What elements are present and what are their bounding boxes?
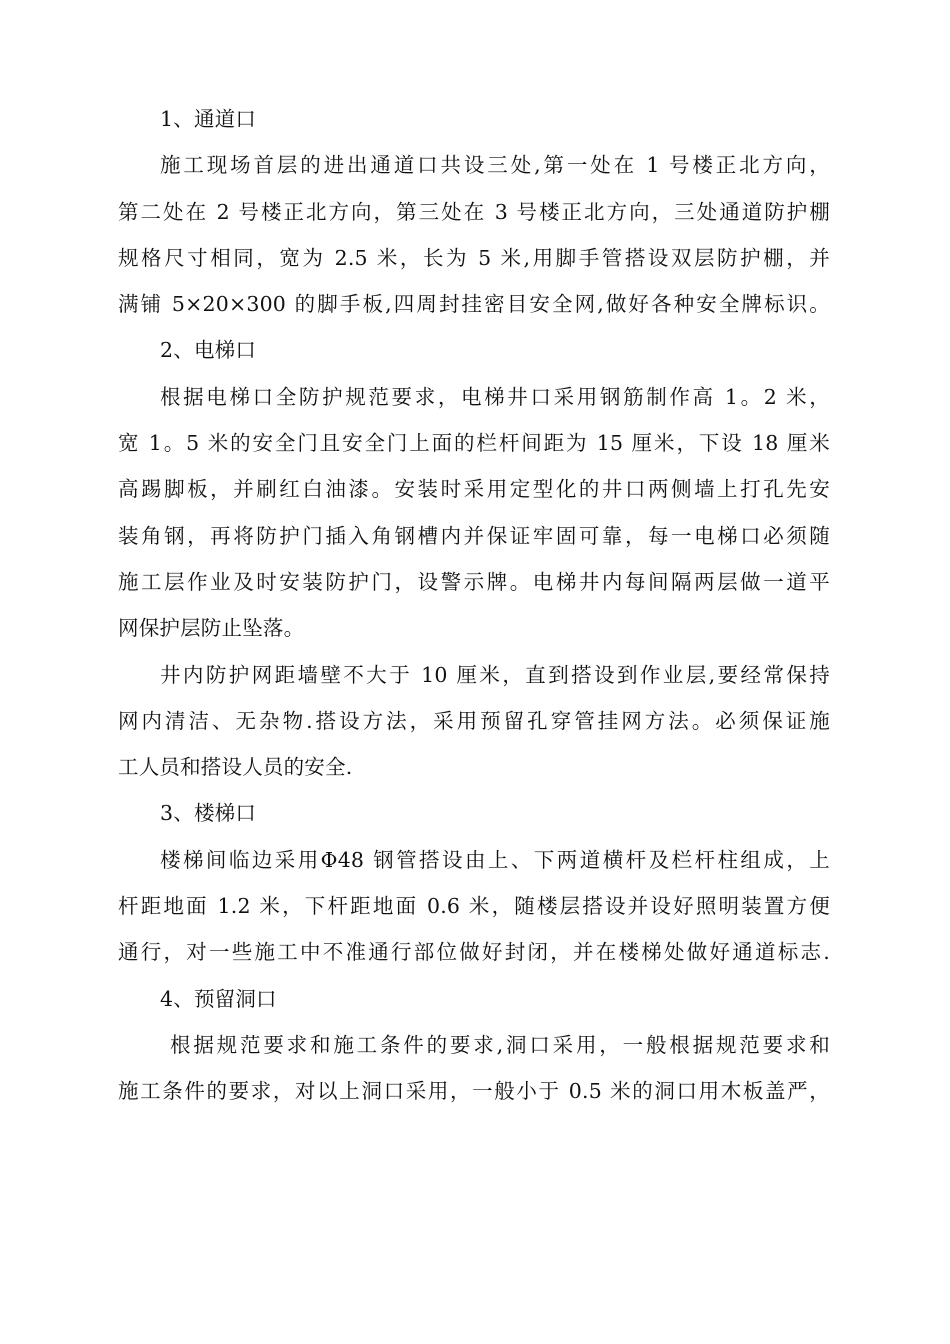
text-line: 井内防护网距墙壁不大于 10 厘米，直到搭设到作业层,要经常保持	[160, 662, 830, 687]
text-line: 根据规范要求和施工条件的要求,洞口采用，一般根据规范要求和	[170, 1032, 830, 1057]
section-heading-2: 2、电梯口	[160, 338, 257, 363]
paragraph	[118, 142, 830, 327]
document-body	[118, 96, 830, 1115]
paragraph	[118, 1022, 830, 1115]
section-heading-3: 3、楼梯口	[160, 801, 257, 826]
text-line: 满铺 5×20×300 的脚手板,四周封挂密目安全网,做好各种安全牌标识。	[118, 292, 830, 317]
text-line: 施工层作业及时安装防护门，设警示牌。电梯井内每间隔两层做一道平	[118, 569, 830, 594]
text-line: 杆距地面 1.2 米，下杆距地面 0.6 米，随楼层搭设并设好照明装置方便	[118, 894, 830, 919]
text-line: 第二处在 2 号楼正北方向，第三处在 3 号楼正北方向，三处通道防护棚	[118, 199, 830, 224]
text-line: 装角钢，再将防护门插入角钢槽内并保证牢固可靠，每一电梯口必须随	[118, 523, 830, 548]
text-line: 宽 1。5 米的安全门且安全门上面的栏杆间距为 15 厘米，下设 18 厘米	[118, 431, 830, 456]
section-heading-4: 4、预留洞口	[160, 986, 277, 1011]
paragraph	[118, 652, 830, 791]
text-line: 网保护层防止坠落。	[118, 616, 305, 641]
text-line: 规格尺寸相同，宽为 2.5 米，长为 5 米,用脚手管搭设双层防护棚，并	[118, 245, 830, 270]
paragraph	[118, 837, 830, 976]
paragraph	[118, 374, 830, 652]
text-line: 高踢脚板，并刷红白油漆。安装时采用定型化的井口两侧墙上打孔先安	[118, 477, 830, 502]
text-line: 工人员和搭设人员的安全.	[118, 755, 353, 780]
text-line: 网内清洁、无杂物.搭设方法，采用预留孔穿管挂网方法。必须保证施	[118, 708, 830, 733]
text-line: 施工现场首层的进出通道口共设三处,第一处在 1 号楼正北方向，	[160, 153, 830, 178]
text-line: 通行，对一些施工中不准通行部位做好封闭，并在楼梯处做好通道标志.	[118, 940, 830, 965]
text-line: 根据电梯口全防护规范要求，电梯井口采用钢筋制作高 1。2 米，	[160, 384, 830, 409]
text-line: 楼梯间临边采用Φ48 钢管搭设由上、下两道横杆及栏杆柱组成，上	[160, 847, 830, 872]
text-line: 施工条件的要求，对以上洞口采用，一般小于 0.5 米的洞口用木板盖严，	[118, 1079, 830, 1104]
section-heading-1: 1、通道口	[160, 107, 257, 131]
